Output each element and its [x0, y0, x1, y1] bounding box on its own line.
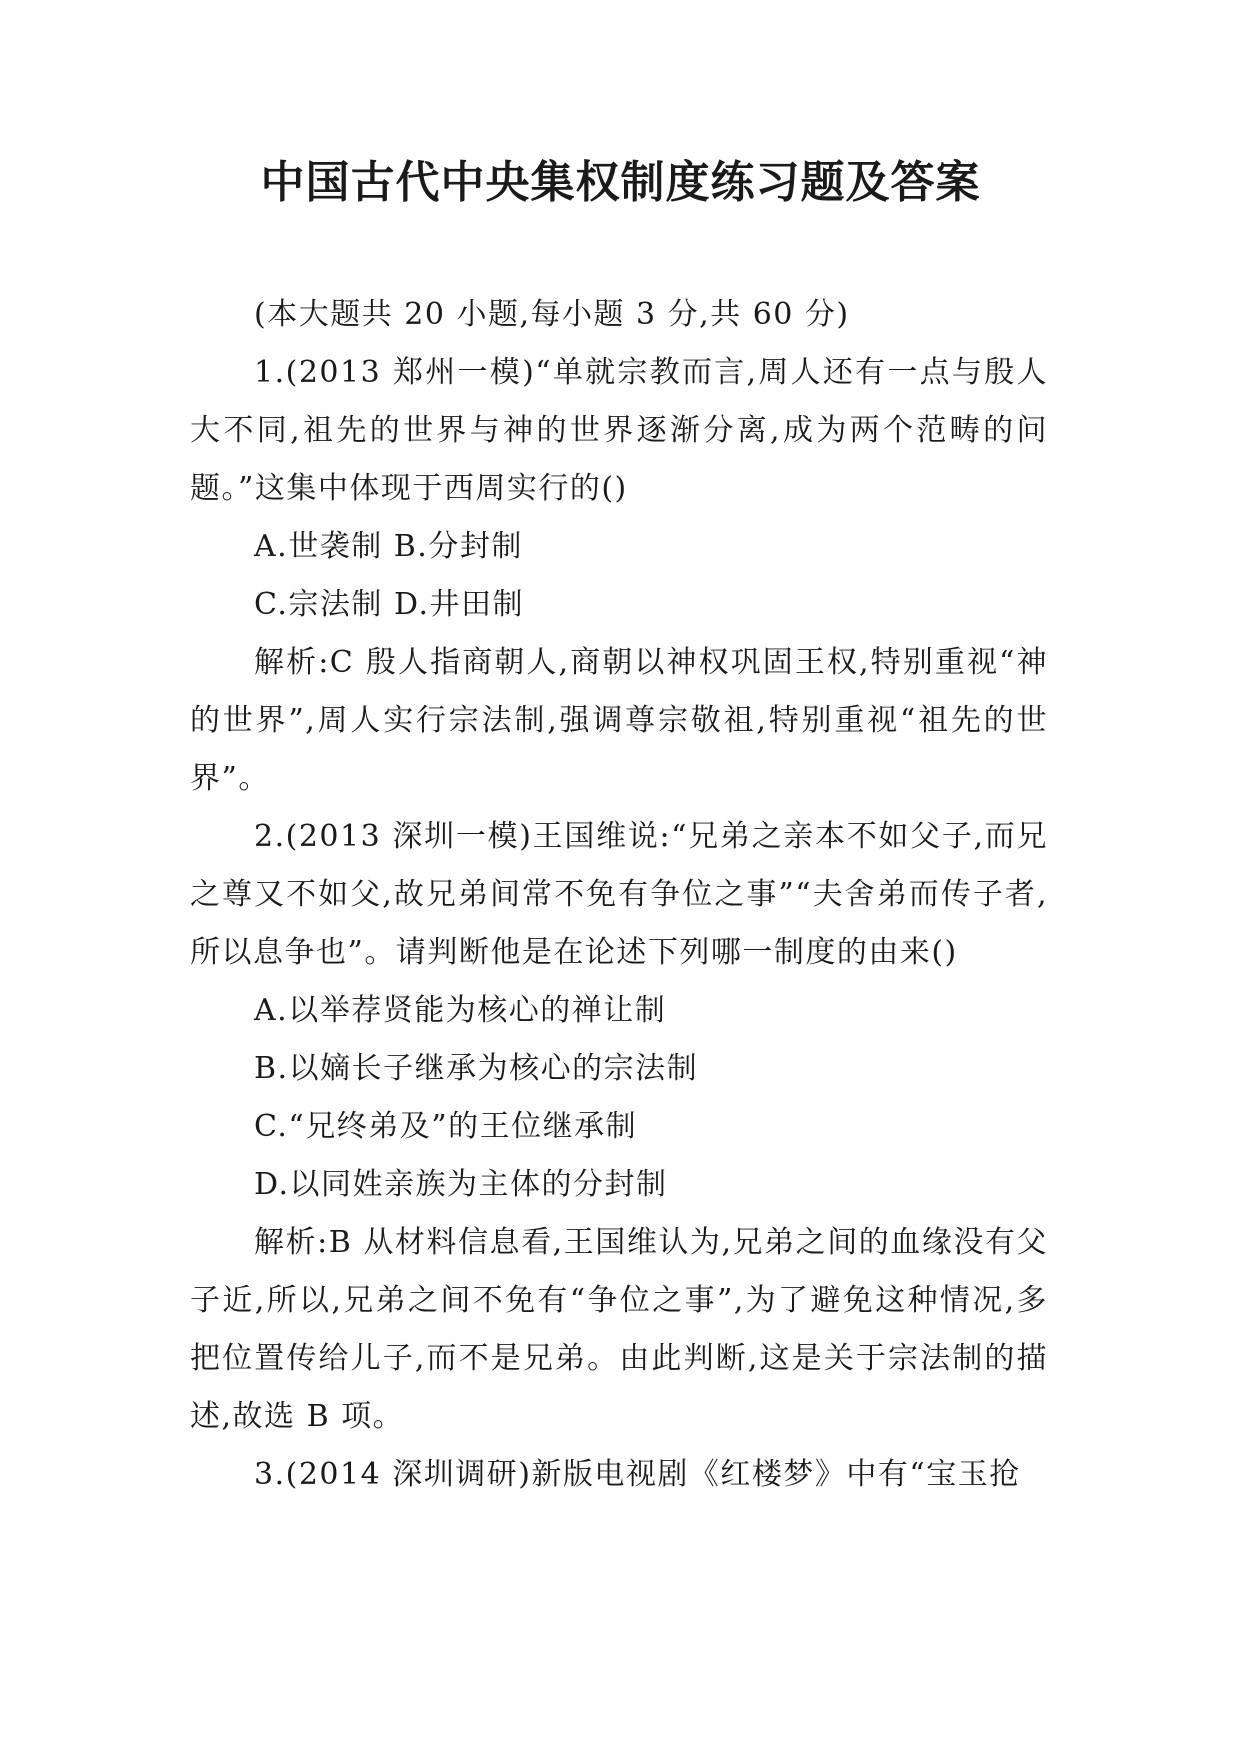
question-2-option-d: D.以同姓亲族为主体的分封制: [254, 1167, 668, 1202]
question-1-analysis: 解析:C 殷人指商朝人,商朝以神权巩固王权,特别重视“神的世界”,周人实行宗法制,强调尊宗敬祖,特别重视“祖先的世界”。: [190, 645, 1048, 796]
document-body: [190, 286, 1048, 1504]
page-title: 中国古代中央集权制度练习题及答案: [260, 157, 981, 208]
question-2-analysis: 解析:B 从材料信息看,王国维认为,兄弟之间的血缘没有父子近,所以,兄弟之间不免有“争位之事”,为了避免这种情况,多把位置传给儿子,而不是兄弟。由此判断,这是关于宗法制的描述,故选 B 项。: [190, 1225, 1048, 1434]
question-2-option-a: A.以举荐贤能为核心的禅让制: [254, 993, 667, 1028]
question-1-stem: 1.(2013 郑州一模)“单就宗教而言,周人还有一点与殷人大不同,祖先的世界与神的世界逐渐分离,成为两个范畴的问题。”这集中体现于西周实行的(): [190, 355, 1048, 506]
question-2-option-c: C.“兄终弟及”的王位继承制: [254, 1109, 638, 1144]
question-1-options-cd: C.宗法制 D.井田制: [254, 587, 524, 622]
question-1-options-ab: A.世袭制 B.分封制: [254, 529, 523, 564]
question-2-option-b: B.以嫡长子继承为核心的宗法制: [254, 1051, 699, 1086]
intro-note: (本大题共 20 小题,每小题 3 分,共 60 分): [254, 297, 850, 332]
question-2-stem: 2.(2013 深圳一模)王国维说:“兄弟之亲本不如父子,而兄之尊又不如父,故兄弟间常不免有争位之事”“夫舍弟而传子者,所以息争也”。请判断他是在论述下列哪一制度的由来(): [190, 819, 1048, 970]
question-3-stem: 3.(2014 深圳调研)新版电视剧《红楼梦》中有“宝玉抢: [254, 1457, 1021, 1492]
